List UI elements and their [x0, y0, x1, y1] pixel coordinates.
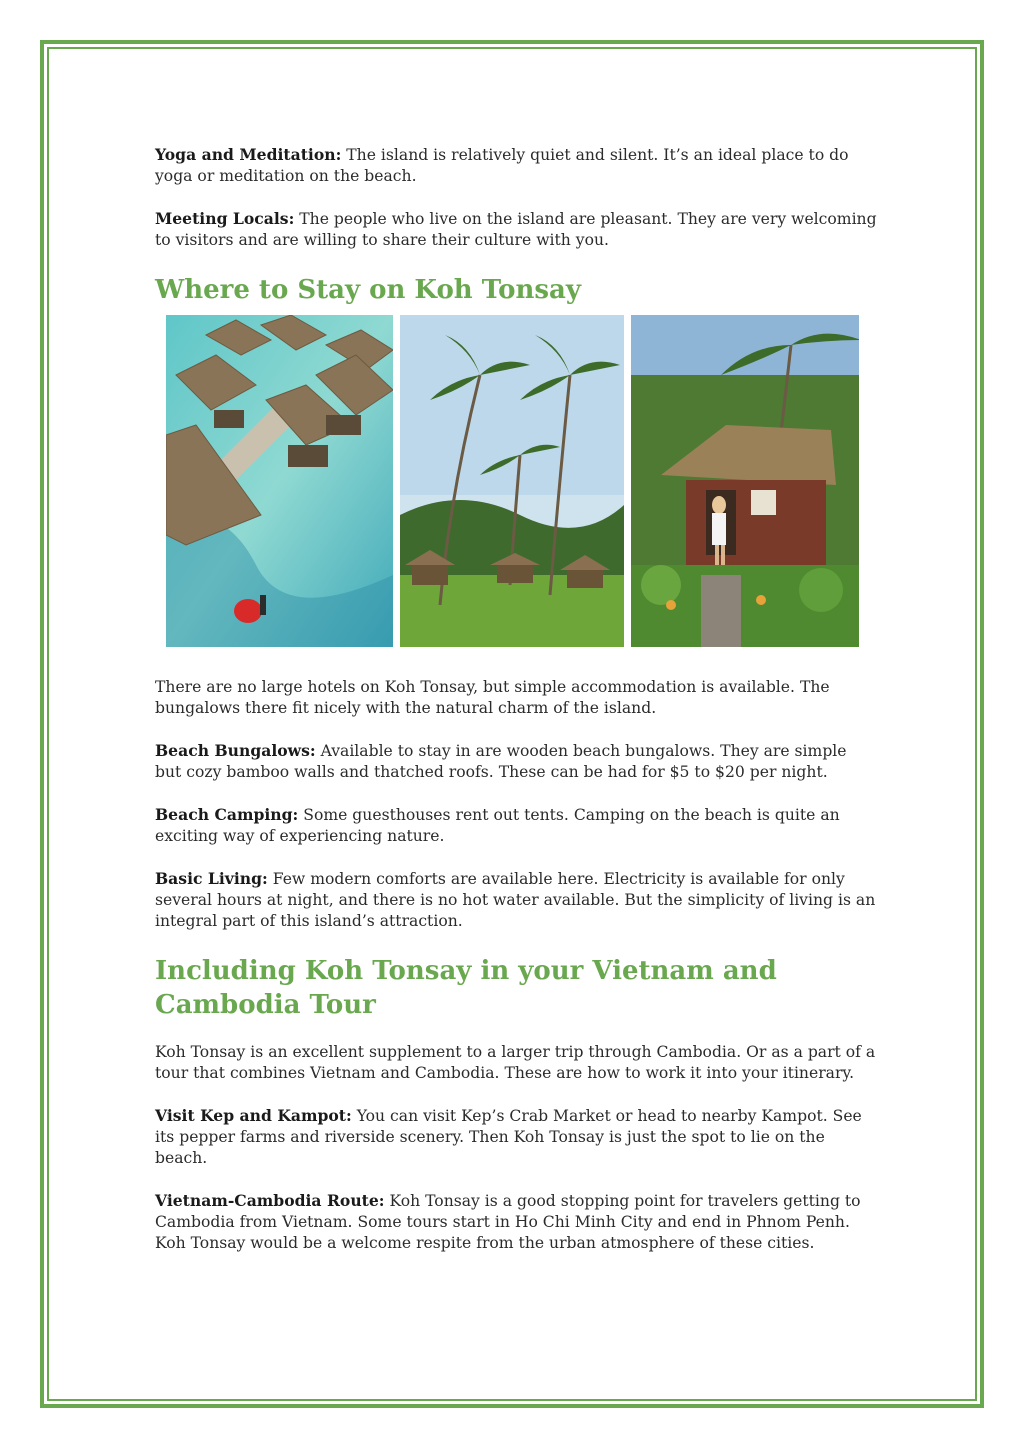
activity-yoga [155, 144, 877, 187]
description: Few modern comforts are available here. Electricity is available for only several hours at night, and there is no hot water available. But the simplicity of living is an integral part of this island’s attraction. [155, 870, 876, 930]
stay-bungalows [155, 740, 877, 783]
term: Basic Living: [155, 869, 268, 888]
description: You can visit Kep’s Crab Market or head to nearby Kampot. See its pepper farms and riverside scenery. Then Koh Tonsay is just the spot to lie on the beach. [155, 1107, 862, 1167]
description: Some guesthouses rent out tents. Camping on the beach is quite an exciting way of experiencing nature. [155, 806, 840, 845]
tour-intro: Koh Tonsay is an excellent supplement to a larger trip through Cambodia. Or as a part of a tour that combines Vietnam and Cambodia. These are how to work it into your itinerary. [155, 1043, 876, 1082]
description: The people who live on the island are pleasant. They are very welcoming to visitors and are willing to share their culture with you. [155, 210, 877, 249]
heading-tour: Including Koh Tonsay in your Vietnam and Cambodia Tour [155, 956, 777, 1020]
term: Yoga and Meditation: [155, 145, 342, 164]
photo-gallery [166, 315, 877, 647]
term: Beach Camping: [155, 805, 299, 824]
article-body [155, 144, 877, 1254]
description: Available to stay in are wooden beach bungalows. They are simple but cozy bamboo walls and thatched roofs. These can be had for $5 to $20 per night. [155, 742, 847, 781]
description: The island is relatively quiet and silent. It’s an ideal place to do yoga or meditation on the beach. [155, 146, 849, 185]
description: Koh Tonsay is a good stopping point for travelers getting to Cambodia from Vietnam. Some tours start in Ho Chi Minh City and end in Phnom Penh. Koh Tonsay would be a welcome respite from the urban atmosphere of these cities. [155, 1192, 861, 1252]
term: Visit Kep and Kampot: [155, 1106, 352, 1125]
overwater-bungalows-photo [166, 315, 393, 647]
stay-camping [155, 804, 877, 847]
activity-locals [155, 208, 877, 251]
term: Meeting Locals: [155, 209, 295, 228]
palm-trees-bungalows-photo [400, 315, 624, 647]
woman-at-bungalow-photo [631, 315, 859, 647]
term: Beach Bungalows: [155, 741, 316, 760]
heading-where-to-stay: Where to Stay on Koh Tonsay [155, 275, 581, 305]
term: Vietnam-Cambodia Route: [155, 1191, 385, 1210]
stay-basic-living [155, 868, 877, 932]
tour-route [155, 1190, 877, 1254]
stay-intro: There are no large hotels on Koh Tonsay, but simple accommodation is available. The bungalows there fit nicely with the natural charm of the island. [155, 678, 830, 717]
tour-kep-kampot [155, 1105, 877, 1169]
